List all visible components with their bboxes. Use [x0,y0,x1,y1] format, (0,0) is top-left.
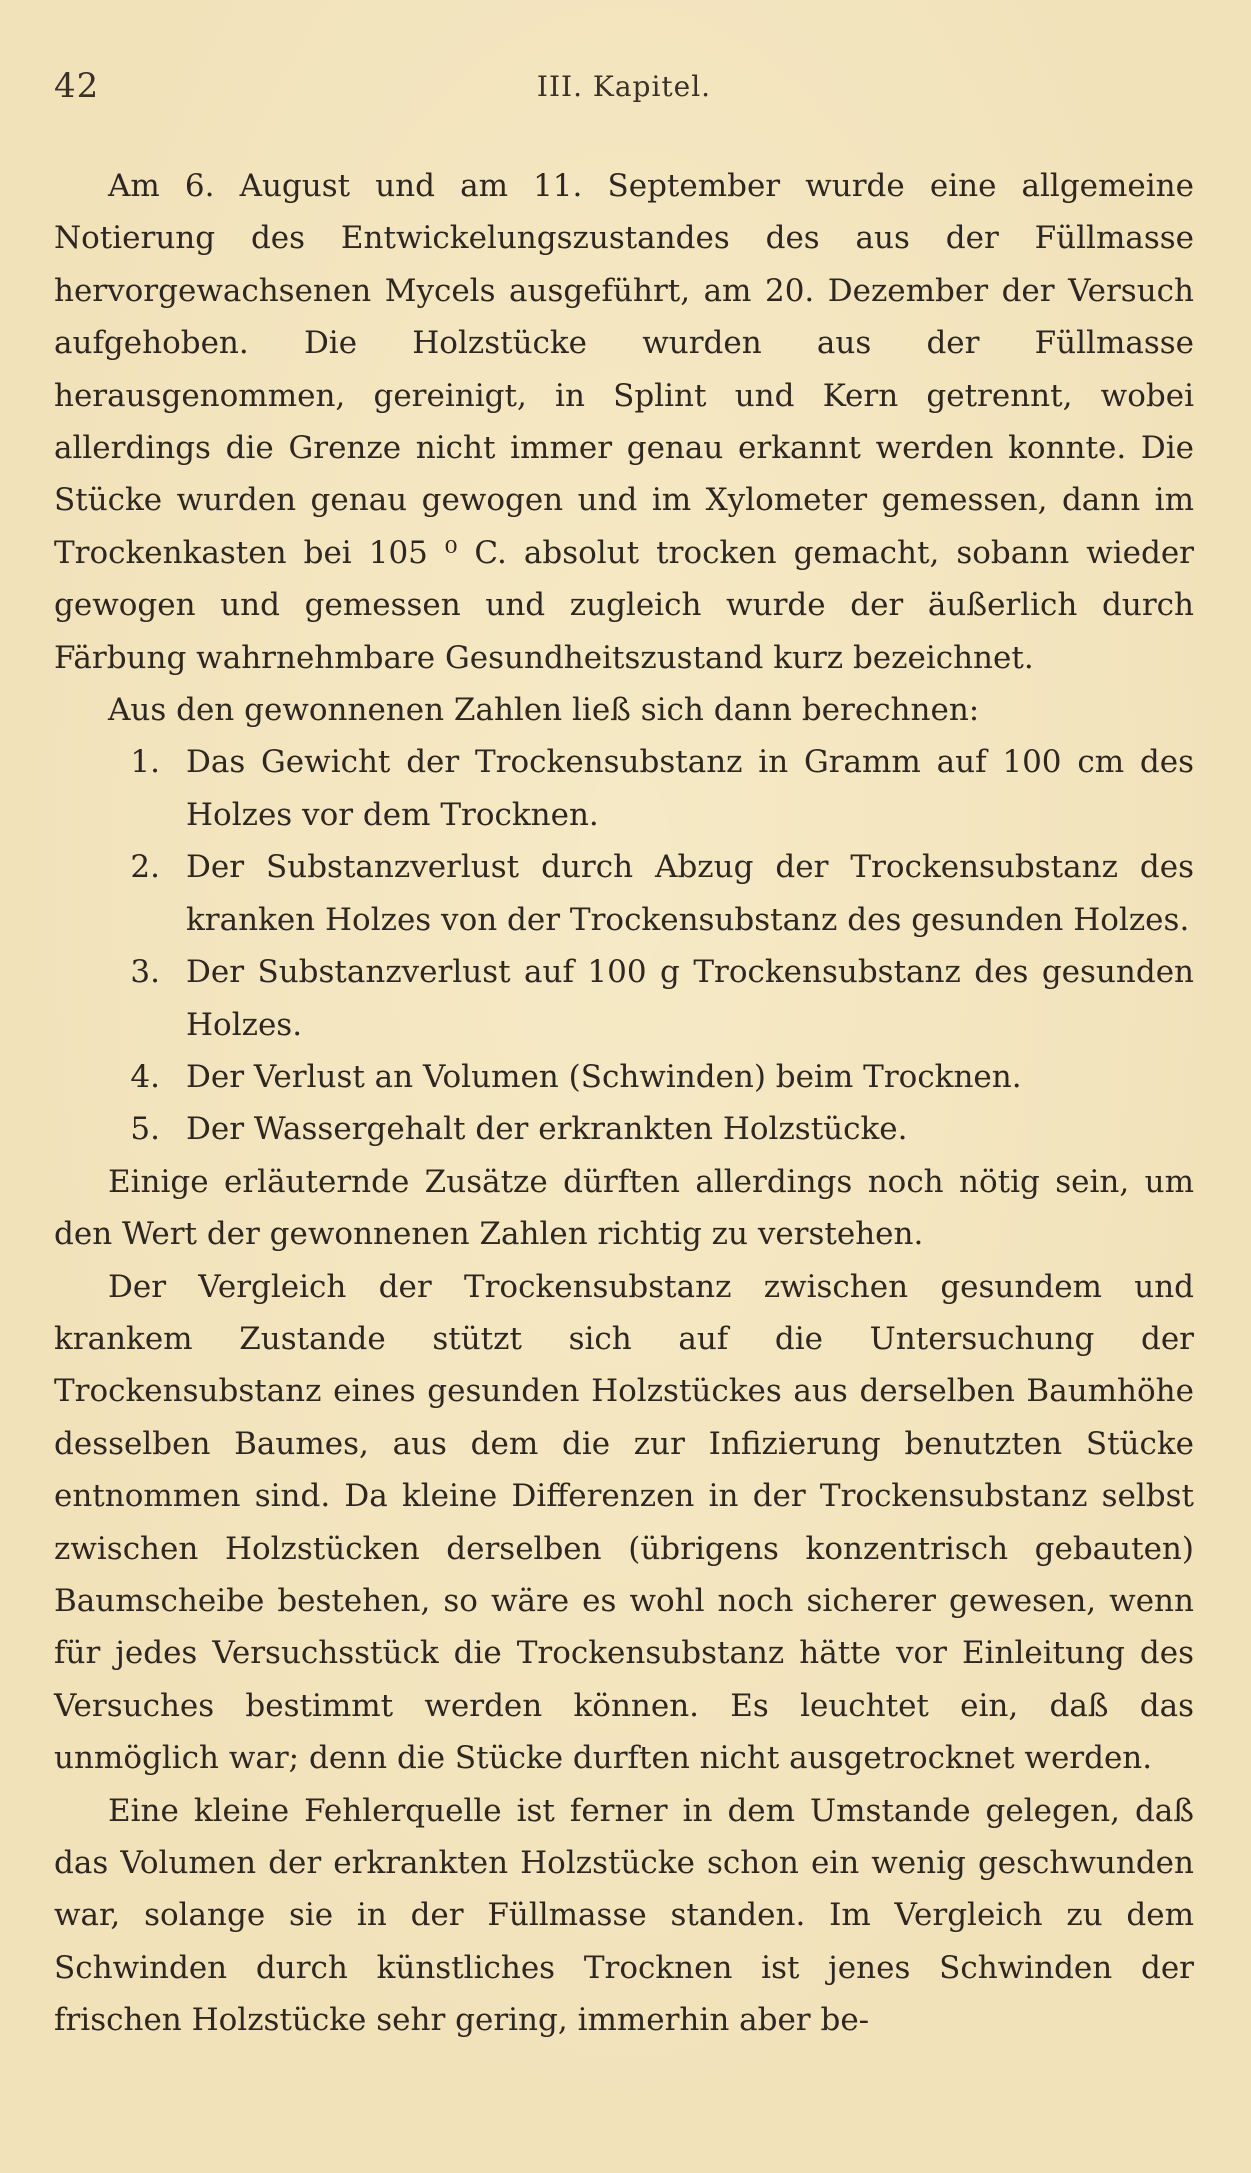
list-item-text: Der Verlust an Volumen (Schwinden) beim Trocknen. [186,1058,1022,1095]
list-item-number: 5. [130,1111,160,1148]
list-item-text: Das Gewicht der Trockensubstanz in Gramm auf 100 cm des Holzes vor dem Trocknen. [186,744,1194,833]
paragraph-4: Der Vergleich der Trockensubstanz zwischen gesundem und krankem Zustande stützt sich auf die Untersuchung der Trockensubstanz eines gesunden Holzstückes aus derselben Baumhöhe desselben Baumes, aus dem die zur Infizierung benutzten Stücke entnommen sind. Da kleine Differenzen in der Trockensubstanz selbst zwischen Holzstücken derselben (übrigens konzentrisch gebauten) Baumscheibe bestehen, so wäre es wohl noch sicherer gewesen, wenn für jedes Versuchsstück die Trockensubstanz hätte vor Einleitung des Versuches bestimmt werden können. Es leuchtet ein, daß das unmöglich war; denn die Stücke durften nicht ausgetrocknet werden. [54,1268,1194,1777]
paragraph-2: Aus den gewonnenen Zahlen ließ sich dann berechnen: [108,692,980,729]
page-header [54,66,1194,116]
running-head: III. Kapitel. [536,70,712,103]
paragraph-1: Am 6. August und am 11. September wurde eine allgemeine Notierung des Entwickelungszustandes des aus der Füllmasse hervorgewachsenen Mycels ausgeführt, am 20. Dezember der Versuch aufgehoben. Die Holzstücke wurden aus der Füllmasse herausgenommen, gereinigt, in Splint und Kern getrennt, wobei allerdings die Grenze nicht immer genau erkannt werden konnte. Die Stücke wurden genau gewogen und im Xylometer gemessen, dann im Trockenkasten bei 105 ⁰ C. absolut trocken gemacht, sobann wieder gewogen und gemessen und zugleich wurde der äußerlich durch Färbung wahrnehmbare Gesundheitszustand kurz bezeichnet. [54,168,1194,676]
list-item-text: Der Substanzverlust durch Abzug der Trockensubstanz des kranken Holzes von der Trockensubstanz des gesunden Holzes. [186,849,1194,938]
paragraph-3: Einige erläuternde Zusätze dürften allerdings noch nötig sein, um den Wert der gewonnenen Zahlen richtig zu verstehen. [54,1163,1194,1253]
list-item-number: 1. [130,744,160,781]
list-item-number: 4. [130,1058,160,1095]
page-number: 42 [54,66,100,106]
list-item-text: Der Substanzverlust auf 100 g Trockensubstanz des gesunden Holzes. [186,954,1194,1043]
list-item-text: Der Wassergehalt der erkrankten Holzstücke. [186,1111,908,1148]
list-item [54,841,1194,946]
paragraph-5: Eine kleine Fehlerquelle ist ferner in dem Umstande gelegen, daß das Volumen der erkrankten Holzstücke schon ein wenig geschwunden war, solange sie in der Füllmasse standen. Im Vergleich zu dem Schwinden durch künstliches Trocknen ist jenes Schwinden der frischen Holzstücke sehr gering, immerhin aber be- [54,1792,1194,2039]
numbered-list [54,736,1194,1155]
list-item-number: 2. [130,849,160,886]
list-item-number: 3. [130,954,160,991]
body-text [54,160,1194,2047]
list-item [54,946,1194,1051]
list-item [54,1103,1194,1155]
list-item [54,1051,1194,1103]
list-item [54,736,1194,841]
